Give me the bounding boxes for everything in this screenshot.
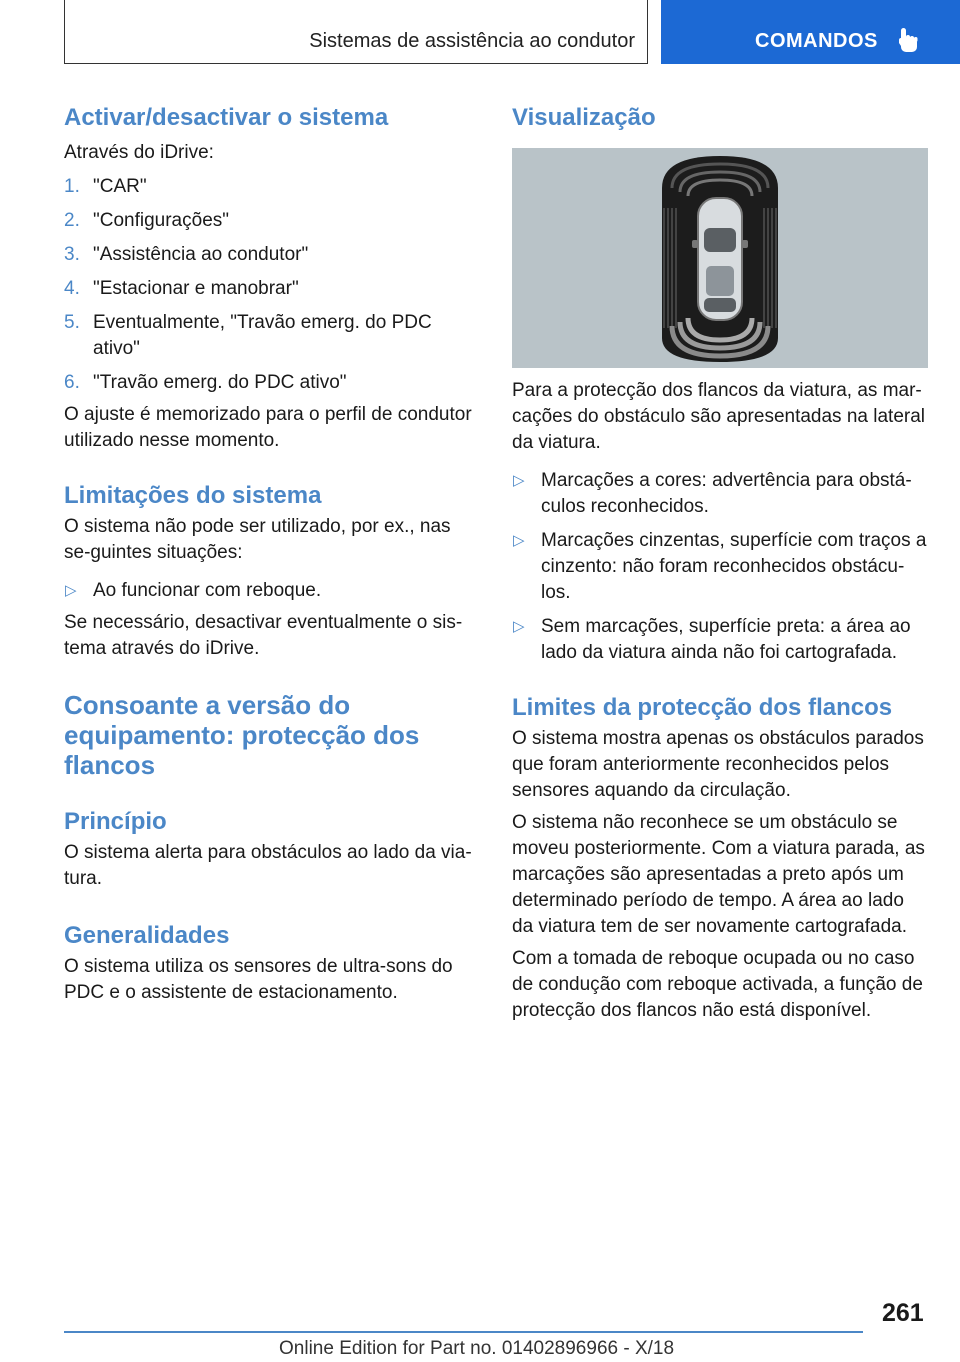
list-item: 1. "CAR"	[64, 176, 147, 197]
header-section-box	[64, 0, 648, 64]
list-item: 6. "Travão emerg. do PDC ativo"	[64, 372, 347, 393]
limits-text: O sistema não pode ser utilizado, por ex., nas se‐guintes situações:	[64, 516, 451, 563]
heading-visualization: Visualização	[512, 104, 656, 131]
list-item: ▷ Marcações a cores: advertência para obstá‐culos reconhecidos.	[513, 470, 912, 517]
general-text: O sistema utiliza os sensores de ultra-sons do PDC e o assistente de estacionamento.	[64, 956, 453, 1003]
footer-divider	[64, 1331, 863, 1333]
left-column	[64, 100, 476, 1006]
flank-protection-illustration	[512, 148, 928, 368]
flank-limits-p3: Com a tomada de reboque ocupada ou no caso de condução com reboque activada, a função de protecção dos flancos não está disponível.	[512, 948, 923, 1021]
limits-note: Se necessário, desactivar eventualmente o sis‐tema através do iDrive.	[64, 612, 463, 659]
list-item: ▷ Ao funcionar com reboque.	[64, 578, 476, 604]
list-item: ▷ Sem marcações, superfície preta: a área ao lado da viatura ainda não foi cartografada.	[513, 616, 911, 663]
right-column	[512, 100, 928, 1024]
limits-bullets	[64, 578, 476, 604]
list-item: 4. "Estacionar e manobrar"	[64, 278, 299, 299]
heading-principle: Princípio	[64, 808, 167, 835]
pointing-hand-icon	[893, 26, 923, 56]
page-number: 261	[882, 1299, 924, 1327]
triangle-bullet-icon: ▷	[513, 532, 525, 549]
flank-limits-p1: O sistema mostra apenas os obstáculos parados que foram anteriormente reconhecidos pelos sensores aquando da circulação.	[512, 728, 924, 801]
steps-list	[64, 174, 476, 396]
triangle-bullet-icon: ▷	[513, 618, 525, 635]
triangle-bullet-icon: ▷	[65, 582, 77, 599]
visualization-bullets	[512, 468, 928, 666]
header-tab-label: COMANDOS	[755, 30, 878, 52]
header-section-title: Sistemas de assistência ao condutor	[309, 30, 635, 52]
footer-edition-text: Online Edition for Part no. 01402896966 - X/18	[279, 1338, 675, 1359]
heading-flank-limits: Limites da protecção dos flancos	[512, 694, 893, 721]
list-item: ▷ Marcações cinzentas, superfície com traços a cinzento: não foram reconhecidos obstácu‐los.	[513, 530, 927, 603]
heading-general: Generalidades	[64, 922, 230, 949]
list-item: 5. Eventualmente, "Travão emerg. do PDC ativo"	[64, 312, 432, 359]
list-item: 3. "Assistência ao condutor"	[64, 244, 309, 265]
car-top-view-image	[512, 148, 928, 368]
visualization-text: Para a protecção dos flancos da viatura, as mar‐cações do obstáculo são apresentadas na lateral da viatura.	[512, 380, 925, 453]
principle-text: O sistema alerta para obstáculos ao lado da via‐tura.	[64, 842, 472, 889]
intro-idrive: Através do iDrive:	[64, 142, 214, 163]
heading-activate-deactivate: Activar/desactivar o sistema	[64, 104, 389, 131]
heading-flank-protection: Consoante a versão do equipamento: protecção dos flancos	[64, 690, 420, 780]
list-item: 2. "Configurações"	[64, 210, 230, 231]
heading-system-limits: Limitações do sistema	[64, 482, 322, 509]
flank-limits-p2: O sistema não reconhece se um obstáculo se moveu posteriormente. Com a viatura parada, as marcações são apresentadas a preto após um determinado período de tempo. A área ao lado da viatura tem de ser novamente cartografada.	[512, 812, 925, 937]
profile-note: O ajuste é memorizado para o perfil de condutor utilizado nesse momento.	[64, 404, 472, 451]
triangle-bullet-icon: ▷	[513, 472, 525, 489]
